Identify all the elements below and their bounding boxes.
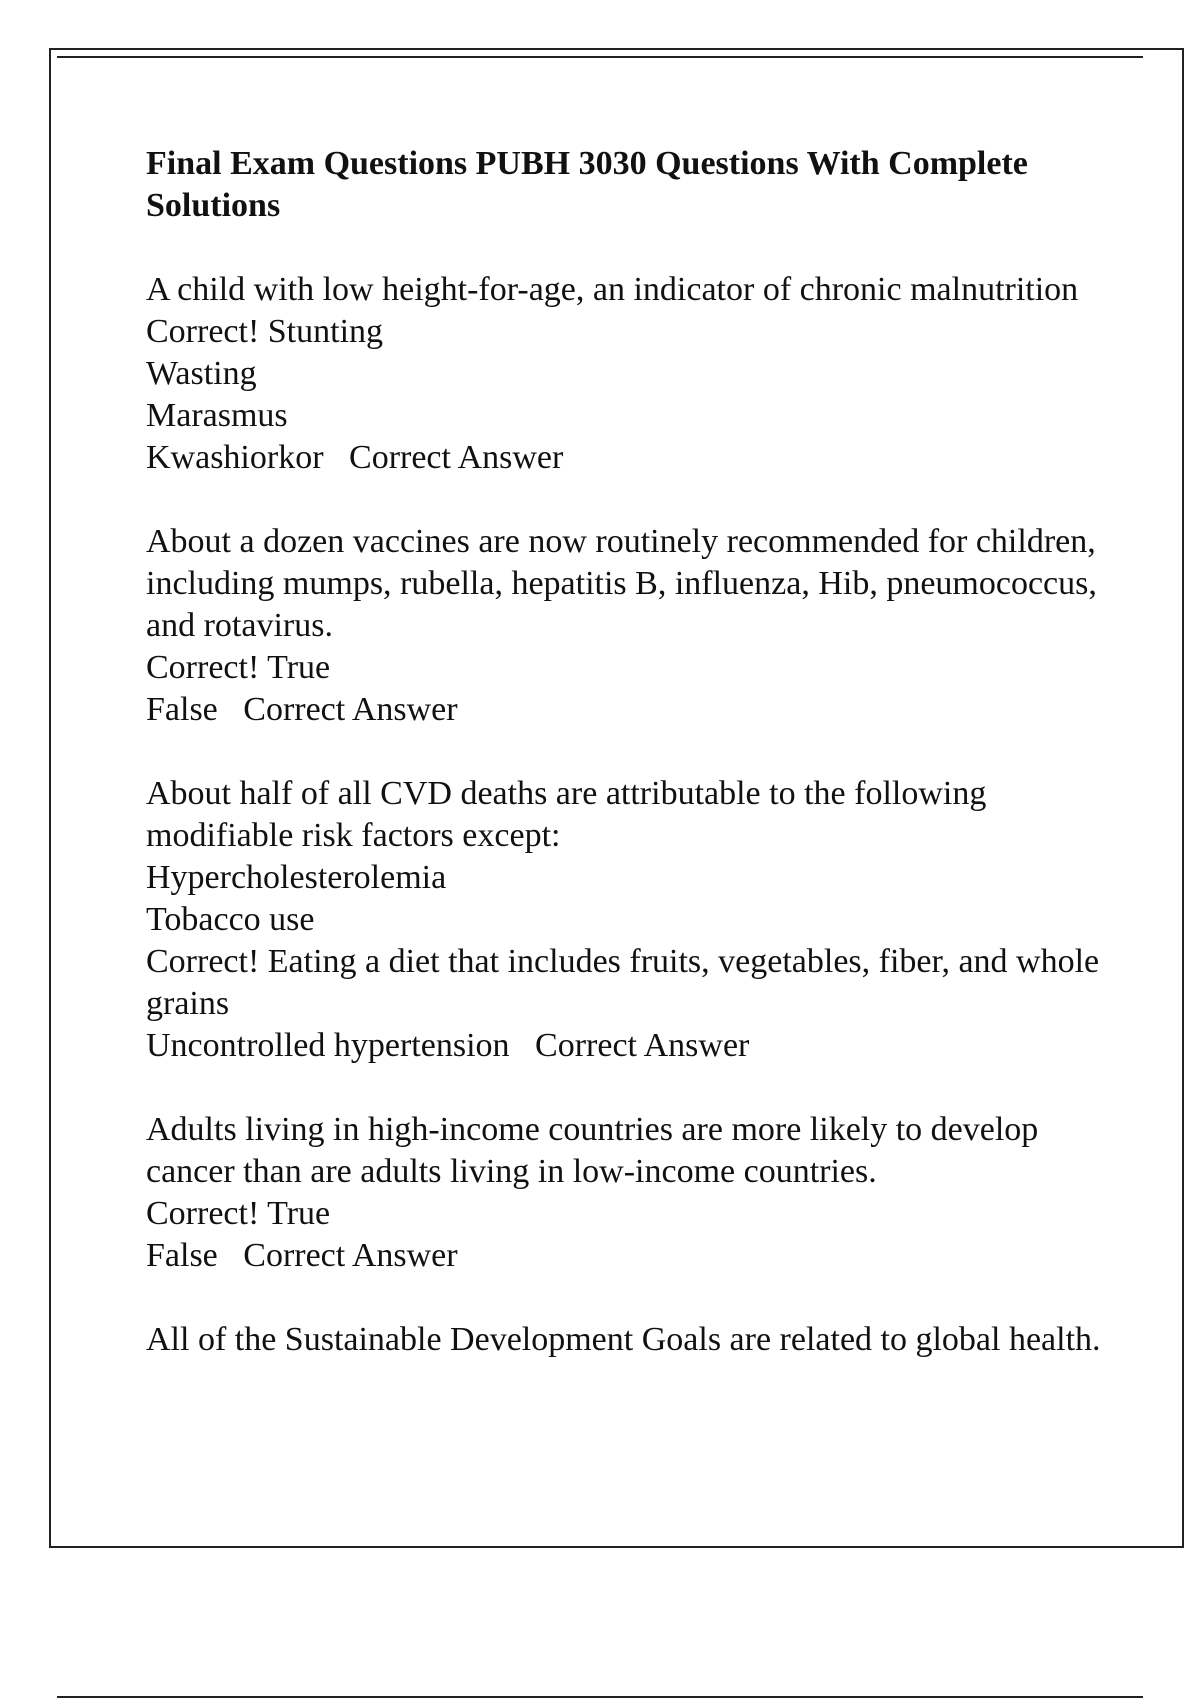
question-text: About half of all CVD deaths are attributable to the following modifiable risk factors except:	[146, 775, 987, 854]
question-text: Adults living in high-income countries are more likely to develop cancer than are adults living in low-income countries.	[146, 1111, 1039, 1190]
answer-option: Correct! Stunting	[146, 313, 384, 350]
question-3	[146, 773, 1106, 1067]
answer-option: Uncontrolled hypertension Correct Answer	[146, 1027, 750, 1064]
answer-option: Kwashiorkor Correct Answer	[146, 439, 564, 476]
question-2	[146, 521, 1106, 731]
question-text: A child with low height-for-age, an indicator of chronic malnutrition	[146, 271, 1079, 308]
answer-option: Correct! True	[146, 649, 331, 686]
answer-option: Hypercholesterolemia	[146, 859, 447, 896]
question-text: All of the Sustainable Development Goals are related to global health.	[146, 1321, 1101, 1358]
answer-option: Tobacco use	[146, 901, 315, 938]
answer-option: False Correct Answer	[146, 1237, 458, 1274]
answer-option: False Correct Answer	[146, 691, 458, 728]
answer-option: Correct! True	[146, 1195, 331, 1232]
question-1	[146, 269, 1106, 479]
answer-option: Marasmus	[146, 397, 288, 434]
document-body	[146, 143, 1106, 1403]
answer-option: Correct! Eating a diet that includes fruits, vegetables, fiber, and whole grains	[146, 943, 1100, 1022]
document-title: Final Exam Questions PUBH 3030 Questions With Complete Solutions	[146, 145, 1028, 224]
header-rule	[57, 56, 1143, 58]
question-4	[146, 1109, 1106, 1277]
question-text: About a dozen vaccines are now routinely recommended for children, including mumps, rubella, hepatitis B, influenza, Hib, pneumococcus, and rotavirus.	[146, 523, 1097, 644]
footer-rule	[57, 1696, 1143, 1698]
answer-option: Wasting	[146, 355, 257, 392]
question-5	[146, 1319, 1106, 1361]
